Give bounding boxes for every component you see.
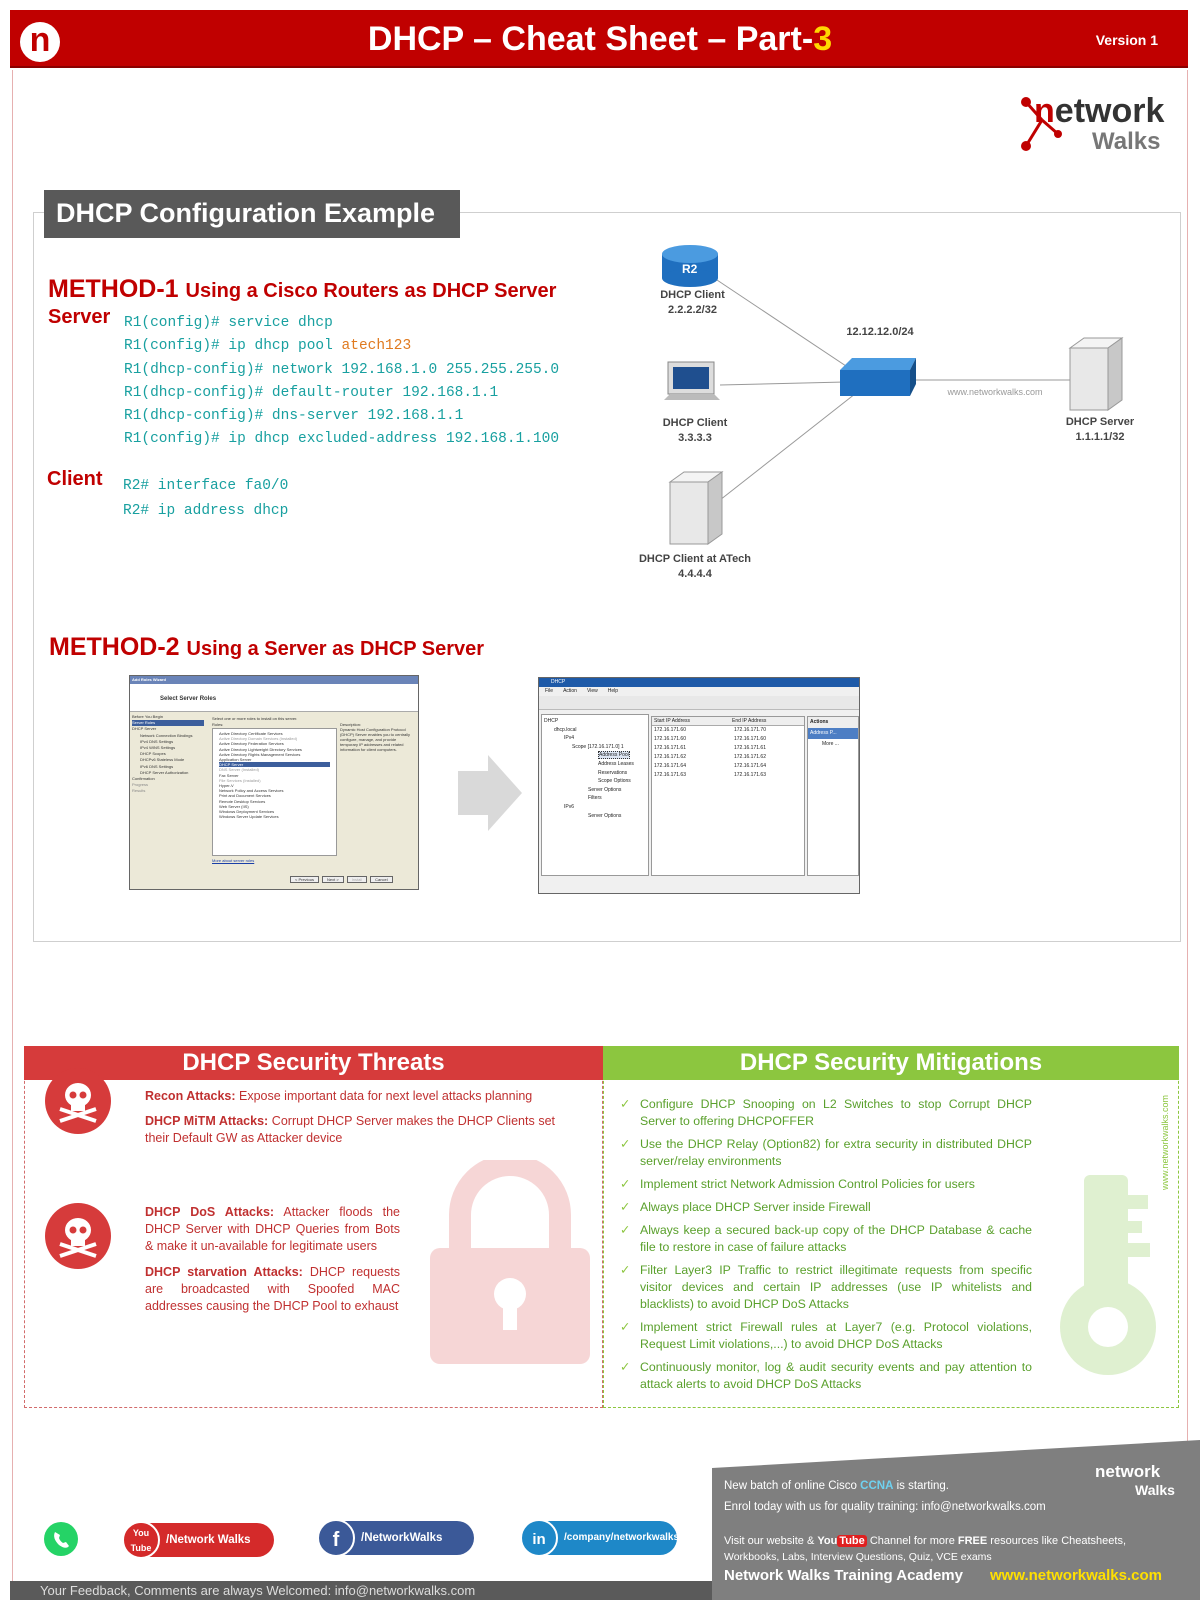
threat-item: DHCP MiTM Attacks: Corrupt DHCP Server makes the DHCP Clients set their Default GW as Attacker device bbox=[145, 1114, 555, 1145]
header-logo-icon: n bbox=[20, 22, 60, 62]
wizard-nav: Before You Begin Server Roles DHCP Server Network Connection Bindings IPv4 DNS Settings IPv4 WINS Settings DHCP Scopes DHCPv6 Stateless Mode IPv6 DNS Settings DHCP Server Authorization Confirmation Progress Results bbox=[132, 714, 204, 795]
mitigation-item: ✓ Configure DHCP Snooping on L2 Switches to stop Corrupt DHCP Server to offering DHCPOFFER bbox=[620, 1097, 1032, 1128]
threat-item: Recon Attacks: Expose important data for next level attacks planning bbox=[145, 1089, 533, 1103]
diagram-watermark: www.networkwalks.com bbox=[947, 387, 1043, 397]
config-heading: DHCP Configuration Example bbox=[44, 190, 460, 238]
linkedin-icon: in bbox=[520, 1519, 558, 1557]
title-part-number: 3 bbox=[813, 20, 833, 58]
console-table: Start IP Address End IP Address 172.16.171.60 172.16.171.70 172.16.171.60 172.16.171.60 172.16.171.61 172.16.171.61 172.16.171.62 172.16.171.62 172.16.171.64 172.16.171.64 172.16.171.63 172.16.171.63 bbox=[651, 716, 805, 876]
version-label: Version 1 bbox=[1095, 32, 1158, 48]
facebook-link[interactable]: f /NetworkWalks bbox=[319, 1521, 474, 1555]
promo-ccna: New batch of online Cisco CCNA is starting. bbox=[724, 1480, 949, 1492]
client-label: Client bbox=[47, 468, 103, 490]
wizard-roles-list: Active Directory Certificate Services Active Directory Domain Services (Installed) Active Directory Federation Services Active Directory Lightweight Directory Services Active Directory Rights Management Services Application Server DHCP Server DNS Server (Installed) Fax Server File Services (Installed) Hyper-V Network Policy and Access Services Print and Document Services Remote Desktop Services Web Server (IIS) Windows Deployment Services Windows Server Update Services bbox=[212, 728, 337, 856]
pc-icon bbox=[664, 362, 720, 400]
server-cmd: R1(config)# ip dhcp pool atech123 bbox=[124, 338, 412, 355]
dhcp-server-icon bbox=[1070, 338, 1122, 410]
server-label: Server bbox=[48, 306, 111, 328]
academy-name: Network Walks Training Academy bbox=[724, 1567, 963, 1584]
mitigation-item: ✓ Always keep a secured back-up copy of the DHCP Database & cache file to restore in case of failure attacks bbox=[620, 1223, 1032, 1254]
youtube-icon: You Tube bbox=[122, 1521, 160, 1559]
wizard-description: Description: Dynamic Host Configuration Protocol (DHCP) Server enables you to centrally configure, manage, and provide temporary IP addresses and related information for client computers. bbox=[340, 722, 411, 752]
mitigation-item: ✓ Filter Layer3 IP Traffic to restrict illegitimate requests from specific visitor devices and certain IP addresses (use IP whitelists and blacklists) to avoid DHCP DoS Attacks bbox=[620, 1263, 1032, 1311]
mitigation-item: ✓ Implement strict Firewall rules at Layer7 (e.g. Protocol violations, Request Limit violations,...) to avoid DHCP DoS Attacks bbox=[620, 1320, 1032, 1351]
mitigation-item: ✓ Use the DHCP Relay (Option82) for extra security in distributed DHCP server/relay environments bbox=[620, 1137, 1032, 1168]
atech-client-label: DHCP Client at ATech 4.4.4.4 bbox=[638, 553, 752, 580]
skull-icon bbox=[44, 1067, 112, 1135]
website-link[interactable]: www.networkwalks.com bbox=[990, 1567, 1162, 1584]
client-commands bbox=[123, 474, 288, 524]
check-icon: ✓ bbox=[620, 1223, 631, 1237]
logo-line1: network bbox=[1034, 92, 1165, 130]
server-cmd: R1(config)# service dhcp bbox=[124, 315, 333, 331]
check-icon: ✓ bbox=[620, 1137, 631, 1151]
mitigation-item: ✓ Implement strict Network Admission Control Policies for users bbox=[620, 1177, 975, 1191]
mitigation-item: ✓ Continuously monitor, log & audit security events and pay attention to attack alerts to avoid DHCP DoS Attacks bbox=[620, 1360, 1032, 1391]
check-icon: ✓ bbox=[620, 1320, 631, 1334]
router-label: R2 bbox=[682, 262, 698, 276]
server-cmd: R1(dhcp-config)# network 192.168.1.0 255.255.255.0 bbox=[124, 361, 560, 378]
client-cmd: R2# interface fa0/0 bbox=[123, 478, 289, 494]
console-menu: File Action View Help bbox=[545, 688, 619, 694]
dhcp-server-label: DHCP Server 1.1.1.1/32 bbox=[1065, 416, 1135, 443]
mitigation-item: ✓ Always place DHCP Server inside Firewall bbox=[620, 1200, 871, 1214]
check-icon: ✓ bbox=[620, 1263, 631, 1277]
atech-server-icon bbox=[670, 472, 722, 544]
promo-website: Visit our website & You Tube Channel for more FREE resources like Cheatsheets, bbox=[724, 1535, 1127, 1547]
server-commands bbox=[124, 312, 559, 452]
server-cmd: R1(dhcp-config)# default-router 192.168.1.1 bbox=[124, 384, 499, 401]
threat-item: DHCP starvation Attacks: DHCP requests are broadcasted with Spoofed MAC addresses causing the DHCP Pool to exhaust bbox=[145, 1265, 400, 1313]
dhcp-console-screenshot: DHCP File Action View Help DHCP dhcp.local IPv4 Scope [172.16.171.0] 1 Address Pool Address Leases Reservations Scope Options Server Options Filters IPv6 Server Options Start IP Address End IP Address 172.16.171.60 172.16.171.70 172.16.171.60 172.16.171.60 172.16.171.61 172.16.171.61 172.16.171.62 172.16.171.62 172.16.171.64 172.16.171.64 172.16.171.63 172.16.171.63 Actions Address P... More ... bbox=[538, 677, 860, 894]
promo-resources: Workbooks, Labs, Interview Questions, Quiz, VCE exams bbox=[724, 1551, 992, 1563]
check-icon: ✓ bbox=[620, 1200, 631, 1214]
client-cmd: R2# ip address dhcp bbox=[123, 503, 289, 519]
switch-icon bbox=[840, 358, 916, 396]
server-cmd: R1(dhcp-config)# dns-server 192.168.1.1 bbox=[124, 408, 464, 425]
promo-enrol: Enrol today with us for quality training: info@networkwalks.com bbox=[724, 1501, 1046, 1513]
linkedin-link[interactable]: in /company/networkwalks bbox=[522, 1521, 677, 1555]
subnet-label: 12.12.12.0/24 bbox=[846, 326, 914, 338]
feedback-bar: Your Feedback, Comments are always Welcomed: info@networkwalks.com bbox=[10, 1581, 712, 1600]
vertical-watermark: www.networkwalks.com bbox=[1160, 1094, 1170, 1190]
title-text: DHCP – Cheat Sheet – Part- bbox=[367, 20, 814, 58]
console-actions: Actions Address P... More ... bbox=[807, 716, 859, 876]
page-title bbox=[0, 20, 1200, 59]
right-arrow-icon bbox=[458, 755, 524, 831]
skull-icon bbox=[44, 1202, 112, 1270]
console-tree: DHCP dhcp.local IPv4 Scope [172.16.171.0] 1 Address Pool Address Leases Reservations Scope Options Server Options Filters IPv6 Server Options bbox=[541, 714, 649, 876]
r2-client-label: DHCP Client 2.2.2.2/32 bbox=[660, 289, 725, 316]
check-icon: ✓ bbox=[620, 1360, 631, 1374]
network-topology bbox=[640, 240, 1160, 590]
threat-item: DHCP DoS Attacks: Attacker floods the DHCP Server with DHCP Queries from Bots & make it un-available for legitimate users bbox=[145, 1205, 401, 1253]
networkwalks-logo bbox=[1012, 88, 1182, 158]
facebook-icon: f bbox=[317, 1519, 355, 1557]
pc-client-label: DHCP Client 3.3.3.3 bbox=[662, 417, 728, 444]
check-icon: ✓ bbox=[620, 1097, 631, 1111]
youtube-link[interactable]: You Tube /Network Walks bbox=[124, 1523, 274, 1557]
check-icon: ✓ bbox=[620, 1177, 631, 1191]
whatsapp-icon[interactable] bbox=[42, 1520, 80, 1558]
method1-title: METHOD-1 Using a Cisco Routers as DHCP Server bbox=[48, 275, 557, 303]
logo-line2: Walks bbox=[1092, 128, 1161, 155]
threats-header: DHCP Security Threats bbox=[24, 1046, 603, 1080]
footer-logo: network Walks bbox=[1095, 1462, 1175, 1498]
add-roles-wizard-screenshot: Add Roles Wizard Select Server Roles Before You Begin Server Roles DHCP Server Network Connection Bindings IPv4 DNS Settings IPv4 WINS Settings DHCP Scopes DHCPv6 Stateless Mode IPv6 DNS Settings DHCP Server Authorization Confirmation Progress Results Select one or more roles to install on this server. Roles: Active Directory Certificate Services Active Directory Domain Services (Installed) Active Directory Federation Services Active Directory Lightweight Directory Services Active Directory Rights Management Services Application Server DHCP Server DNS Server (Installed) Fax Server File Services (Installed) Hyper-V Network Policy and Access Services Print and Document Services Remote Desktop Services Web Server (IIS) Windows Deployment Services Windows Server Update Services Description: Dynamic Host Configuration Protocol (DHCP) Server enables you to centrally configure, manage, and provide temporary IP addresses and related information for client computers. More about server roles < Previous Next > Install Cancel bbox=[129, 675, 419, 890]
key-icon bbox=[1058, 1175, 1168, 1380]
mitigations-header: DHCP Security Mitigations bbox=[603, 1046, 1179, 1080]
mitigations-list bbox=[620, 1096, 1032, 1399]
server-cmd: R1(config)# ip dhcp excluded-address 192.168.1.100 bbox=[124, 431, 560, 448]
padlock-icon bbox=[430, 1160, 590, 1365]
method2-title: METHOD-2 Using a Server as DHCP Server bbox=[49, 633, 485, 661]
